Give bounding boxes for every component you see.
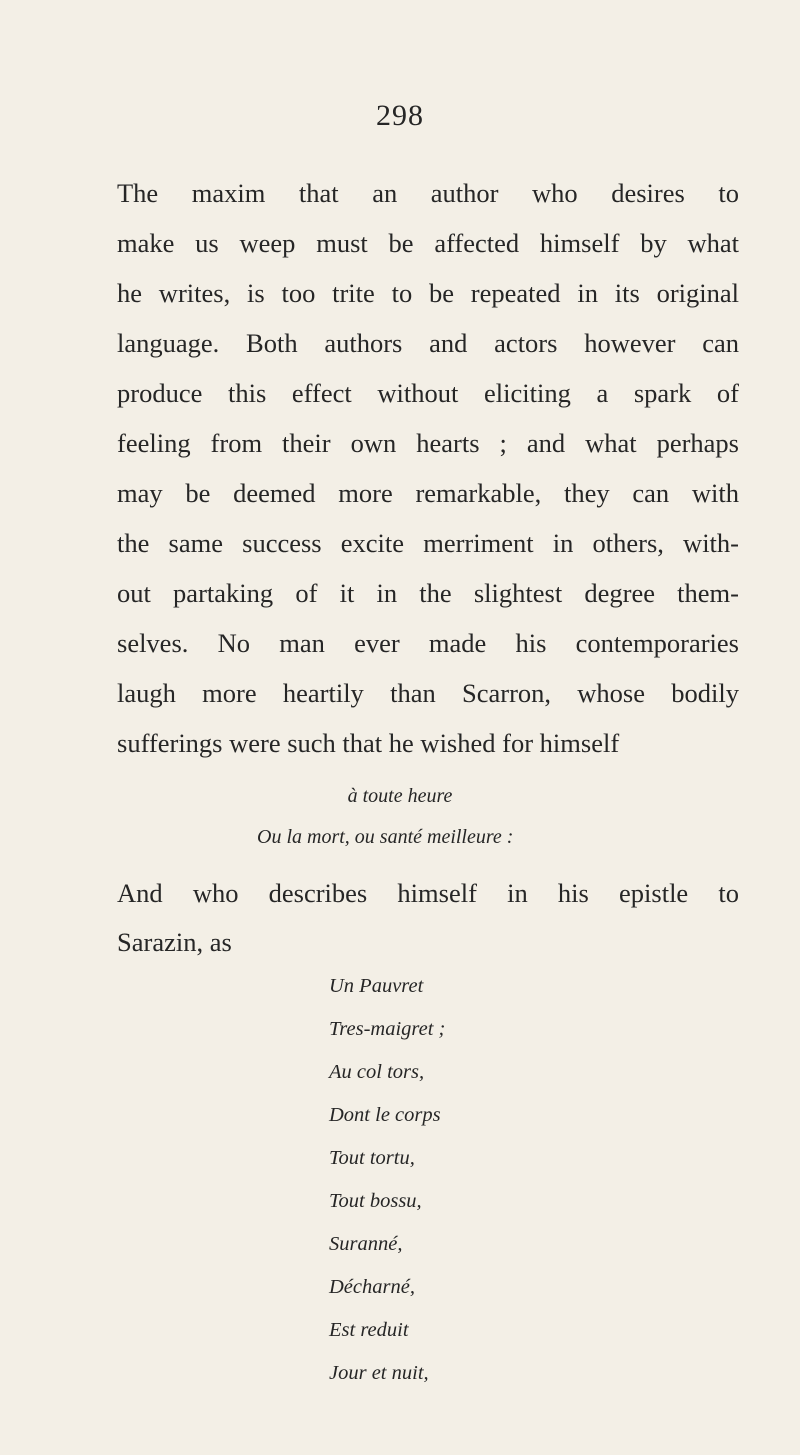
paragraph-line: the same success excite merriment in others, with- [117, 528, 739, 558]
paragraph-line: out partaking of it in the slightest degree them- [117, 578, 739, 608]
verse-line: Décharné, [329, 1276, 415, 1298]
paragraph-line: feeling from their own hearts ; and what perhaps [117, 428, 739, 458]
verse-line: Jour et nuit, [329, 1362, 429, 1384]
verse-line: Au col tors, [329, 1061, 425, 1083]
paragraph-line: produce this effect without eliciting a spark of [117, 378, 739, 408]
paragraph-line: laugh more heartily than Scarron, whose bodily [117, 678, 739, 708]
verse-line: Tout bossu, [329, 1190, 422, 1212]
paragraph-line: language. Both authors and actors however can [117, 328, 739, 358]
paragraph-line: sufferings were such that he wished for himself [117, 728, 620, 758]
paragraph-line: Sarazin, as [117, 927, 232, 957]
quote-line: Ou la mort, ou santé meilleure : [257, 826, 514, 848]
verse-line: Tout tortu, [329, 1147, 415, 1169]
quote-line: à toute heure [347, 785, 453, 807]
verse-line: Tres-maigret ; [329, 1018, 446, 1040]
verse-line: Suranné, [329, 1233, 403, 1255]
paragraph-line: The maxim that an author who desires to [117, 178, 739, 208]
paragraph-line: may be deemed more remarkable, they can with [117, 478, 739, 508]
paragraph-line: And who describes himself in his epistle to [117, 878, 739, 908]
paragraph-line: he writes, is too trite to be repeated in its original [117, 278, 739, 308]
paragraph-line: selves. No man ever made his contemporaries [117, 628, 739, 658]
page-number: 298 [376, 99, 424, 132]
verse-line: Dont le corps [329, 1104, 441, 1126]
paragraph-line: make us weep must be affected himself by what [117, 228, 739, 258]
verse-line: Un Pauvret [329, 975, 424, 997]
verse-line: Est reduit [329, 1319, 409, 1341]
